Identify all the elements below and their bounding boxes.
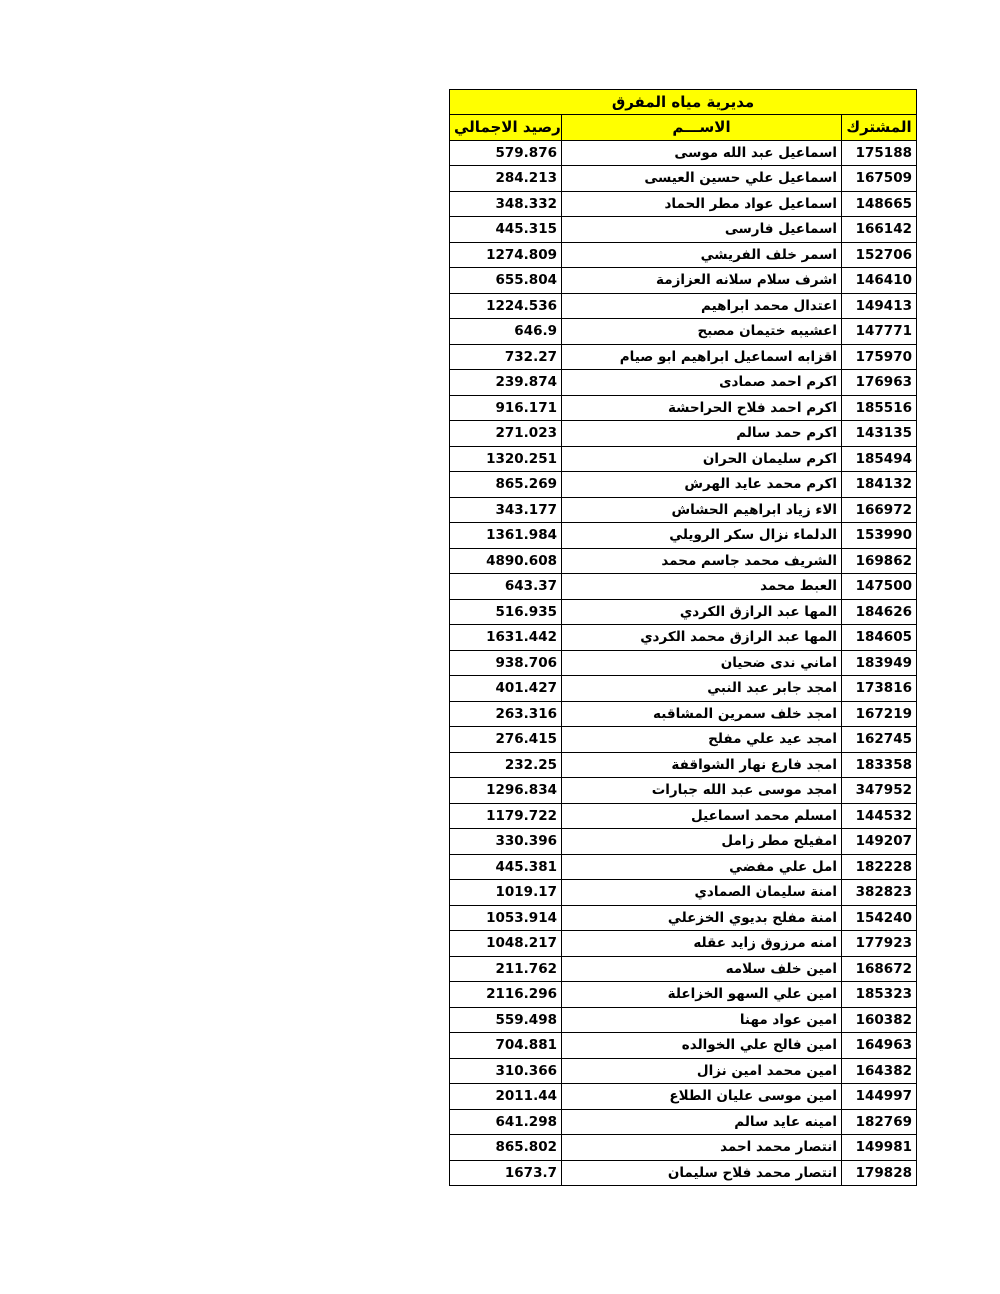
name-cell: امسلم محمد اسماعيل — [562, 803, 842, 829]
balance-cell: 263.316 — [450, 701, 562, 727]
name-cell: امنه مرزوق زايد عقله — [562, 931, 842, 957]
title-row — [450, 90, 917, 115]
subscriber-id-cell: 164963 — [842, 1033, 917, 1059]
table-row — [450, 217, 917, 243]
table-row — [450, 242, 917, 268]
name-cell: اقزابه اسماعيل ابراهيم ابو صيام — [562, 344, 842, 370]
table-row — [450, 1058, 917, 1084]
table-row — [450, 982, 917, 1008]
table-row — [450, 752, 917, 778]
balance-cell: 916.171 — [450, 395, 562, 421]
balance-cell: 643.37 — [450, 574, 562, 600]
table-row — [450, 140, 917, 166]
balance-cell: 1631.442 — [450, 625, 562, 651]
table-row — [450, 319, 917, 345]
balance-cell: 330.396 — [450, 829, 562, 855]
balance-cell: 1361.984 — [450, 523, 562, 549]
table-row — [450, 421, 917, 447]
name-cell: امين موسى عليان الطلاع — [562, 1084, 842, 1110]
balance-cell: 655.804 — [450, 268, 562, 294]
subscriber-id-cell: 143135 — [842, 421, 917, 447]
name-cell: اعتدال محمد ابراهيم — [562, 293, 842, 319]
table-row — [450, 1084, 917, 1110]
subscriber-id-cell: 185494 — [842, 446, 917, 472]
table-row — [450, 625, 917, 651]
subscriber-id-cell: 176963 — [842, 370, 917, 396]
balance-cell: 641.298 — [450, 1109, 562, 1135]
subscriber-id-cell: 184626 — [842, 599, 917, 625]
subscriber-id-cell: 182228 — [842, 854, 917, 880]
table-row — [450, 803, 917, 829]
table-row — [450, 599, 917, 625]
subscriber-id-cell: 177923 — [842, 931, 917, 957]
balance-cell: 1224.536 — [450, 293, 562, 319]
table-row — [450, 1160, 917, 1186]
subscriber-id-cell: 382823 — [842, 880, 917, 906]
balance-cell: 559.498 — [450, 1007, 562, 1033]
table-row — [450, 905, 917, 931]
table-row — [450, 931, 917, 957]
header-id: المشترك — [842, 115, 917, 141]
table-row — [450, 548, 917, 574]
balance-cell: 445.381 — [450, 854, 562, 880]
name-cell: الدلماء نزال سكر الرويلي — [562, 523, 842, 549]
name-cell: اكرم سليمان الحران — [562, 446, 842, 472]
balance-cell: 1053.914 — [450, 905, 562, 931]
name-cell: المها عبد الرازق محمد الكردي — [562, 625, 842, 651]
table-row — [450, 880, 917, 906]
balance-cell: 348.332 — [450, 191, 562, 217]
header-row — [450, 115, 917, 141]
table-row — [450, 370, 917, 396]
name-cell: اكرم احمد فلاح الحراحشة — [562, 395, 842, 421]
subscriber-id-cell: 347952 — [842, 778, 917, 804]
name-cell: امين خلف سلامه — [562, 956, 842, 982]
name-cell: اكرم حمد سالم — [562, 421, 842, 447]
subscriber-id-cell: 185323 — [842, 982, 917, 1008]
name-cell: انتصار محمد احمد — [562, 1135, 842, 1161]
name-cell: امين فالح علي الخوالده — [562, 1033, 842, 1059]
subscriber-id-cell: 175970 — [842, 344, 917, 370]
table-row — [450, 1109, 917, 1135]
subscriber-id-cell: 166972 — [842, 497, 917, 523]
balance-cell: 401.427 — [450, 676, 562, 702]
balance-cell: 4890.608 — [450, 548, 562, 574]
name-cell: اسماعيل علي حسين العيسى — [562, 166, 842, 192]
name-cell: امنة مفلح بديوي الخزعلي — [562, 905, 842, 931]
table-row — [450, 829, 917, 855]
table-row — [450, 778, 917, 804]
name-cell: اسماعيل فارسى — [562, 217, 842, 243]
balance-cell: 938.706 — [450, 650, 562, 676]
name-cell: انتصار محمد فلاح سليمان — [562, 1160, 842, 1186]
subscriber-id-cell: 160382 — [842, 1007, 917, 1033]
balance-cell: 579.876 — [450, 140, 562, 166]
subscriber-id-cell: 169862 — [842, 548, 917, 574]
subscriber-id-cell: 183358 — [842, 752, 917, 778]
name-cell: امفيلح مطر زامل — [562, 829, 842, 855]
table-row — [450, 1033, 917, 1059]
balance-cell: 271.023 — [450, 421, 562, 447]
balance-cell: 1019.17 — [450, 880, 562, 906]
balance-cell: 1320.251 — [450, 446, 562, 472]
name-cell: امينه عايد سالم — [562, 1109, 842, 1135]
balance-cell: 1274.809 — [450, 242, 562, 268]
subscriber-id-cell: 147500 — [842, 574, 917, 600]
name-cell: امجد جابر عبد النبي — [562, 676, 842, 702]
name-cell: امجد موسى عبد الله جبارات — [562, 778, 842, 804]
subscriber-id-cell: 148665 — [842, 191, 917, 217]
subscriber-id-cell: 164382 — [842, 1058, 917, 1084]
balance-cell: 343.177 — [450, 497, 562, 523]
subscriber-id-cell: 144997 — [842, 1084, 917, 1110]
name-cell: اشرف سلام سلانه العزازمة — [562, 268, 842, 294]
subscriber-balance-table — [449, 89, 917, 1186]
table-row — [450, 395, 917, 421]
subscriber-id-cell: 147771 — [842, 319, 917, 345]
sheet-title: مديرية مياه المفرق — [450, 90, 917, 115]
subscriber-id-cell: 149413 — [842, 293, 917, 319]
table-row — [450, 191, 917, 217]
subscriber-id-cell: 185516 — [842, 395, 917, 421]
subscriber-id-cell: 146410 — [842, 268, 917, 294]
table-row — [450, 676, 917, 702]
table-row — [450, 574, 917, 600]
name-cell: الشريف محمد جاسم محمد — [562, 548, 842, 574]
subscriber-id-cell: 152706 — [842, 242, 917, 268]
header-balance: رصيد الاجمالي — [450, 115, 562, 141]
name-cell: امنة سليمان الصمادي — [562, 880, 842, 906]
subscriber-id-cell: 167219 — [842, 701, 917, 727]
subscriber-id-cell: 184605 — [842, 625, 917, 651]
subscriber-id-cell: 179828 — [842, 1160, 917, 1186]
balance-cell: 276.415 — [450, 727, 562, 753]
subscriber-id-cell: 182769 — [842, 1109, 917, 1135]
table-row — [450, 854, 917, 880]
name-cell: امين علي السهو الخزاعلة — [562, 982, 842, 1008]
subscriber-id-cell: 154240 — [842, 905, 917, 931]
name-cell: العبط محمد — [562, 574, 842, 600]
table-row — [450, 1007, 917, 1033]
name-cell: امجد خلف سمرين المشاقبه — [562, 701, 842, 727]
header-name: الاســـم — [562, 115, 842, 141]
table-row — [450, 472, 917, 498]
name-cell: اسمر خلف الفريشي — [562, 242, 842, 268]
table-row — [450, 166, 917, 192]
name-cell: اسماعيل عواد مطر الحماد — [562, 191, 842, 217]
subscriber-id-cell: 173816 — [842, 676, 917, 702]
name-cell: اسماعيل عبد الله موسى — [562, 140, 842, 166]
subscriber-id-cell: 183949 — [842, 650, 917, 676]
name-cell: اعشيبه ختيمان مصبح — [562, 319, 842, 345]
name-cell: امل علي مفضي — [562, 854, 842, 880]
table-row — [450, 344, 917, 370]
balance-cell: 865.802 — [450, 1135, 562, 1161]
balance-cell: 1296.834 — [450, 778, 562, 804]
balance-cell: 732.27 — [450, 344, 562, 370]
balance-cell: 1048.217 — [450, 931, 562, 957]
balance-cell: 1673.7 — [450, 1160, 562, 1186]
balance-cell: 239.874 — [450, 370, 562, 396]
name-cell: الاء زياد ابراهيم الحشاش — [562, 497, 842, 523]
subscriber-id-cell: 168672 — [842, 956, 917, 982]
balance-cell: 211.762 — [450, 956, 562, 982]
subscriber-id-cell: 184132 — [842, 472, 917, 498]
balance-cell: 865.269 — [450, 472, 562, 498]
table-row — [450, 523, 917, 549]
table-body — [450, 90, 917, 1186]
name-cell: اكرم احمد صمادى — [562, 370, 842, 396]
name-cell: امجد فارع نهار الشواقفة — [562, 752, 842, 778]
balance-cell: 516.935 — [450, 599, 562, 625]
subscriber-id-cell: 162745 — [842, 727, 917, 753]
balance-cell: 2116.296 — [450, 982, 562, 1008]
subscriber-id-cell: 149207 — [842, 829, 917, 855]
table-row — [450, 1135, 917, 1161]
name-cell: اماني ندى ضحيان — [562, 650, 842, 676]
subscriber-id-cell: 144532 — [842, 803, 917, 829]
subscriber-id-cell: 153990 — [842, 523, 917, 549]
name-cell: المها عبد الرازق الكردي — [562, 599, 842, 625]
balance-cell: 1179.722 — [450, 803, 562, 829]
table-row — [450, 497, 917, 523]
balance-cell: 310.366 — [450, 1058, 562, 1084]
table-row — [450, 293, 917, 319]
name-cell: امين محمد امين نزال — [562, 1058, 842, 1084]
name-cell: اكرم محمد عايد الهرش — [562, 472, 842, 498]
balance-cell: 232.25 — [450, 752, 562, 778]
table-row — [450, 650, 917, 676]
table-row — [450, 956, 917, 982]
table-row — [450, 701, 917, 727]
subscriber-id-cell: 175188 — [842, 140, 917, 166]
balance-cell: 704.881 — [450, 1033, 562, 1059]
table-row — [450, 446, 917, 472]
balance-cell: 2011.44 — [450, 1084, 562, 1110]
subscriber-id-cell: 149981 — [842, 1135, 917, 1161]
balance-cell: 284.213 — [450, 166, 562, 192]
subscriber-id-cell: 167509 — [842, 166, 917, 192]
balance-cell: 646.9 — [450, 319, 562, 345]
name-cell: امجد عيد علي مفلح — [562, 727, 842, 753]
subscriber-id-cell: 166142 — [842, 217, 917, 243]
balance-cell: 445.315 — [450, 217, 562, 243]
name-cell: امين عواد مهنا — [562, 1007, 842, 1033]
table-row — [450, 268, 917, 294]
table-row — [450, 727, 917, 753]
